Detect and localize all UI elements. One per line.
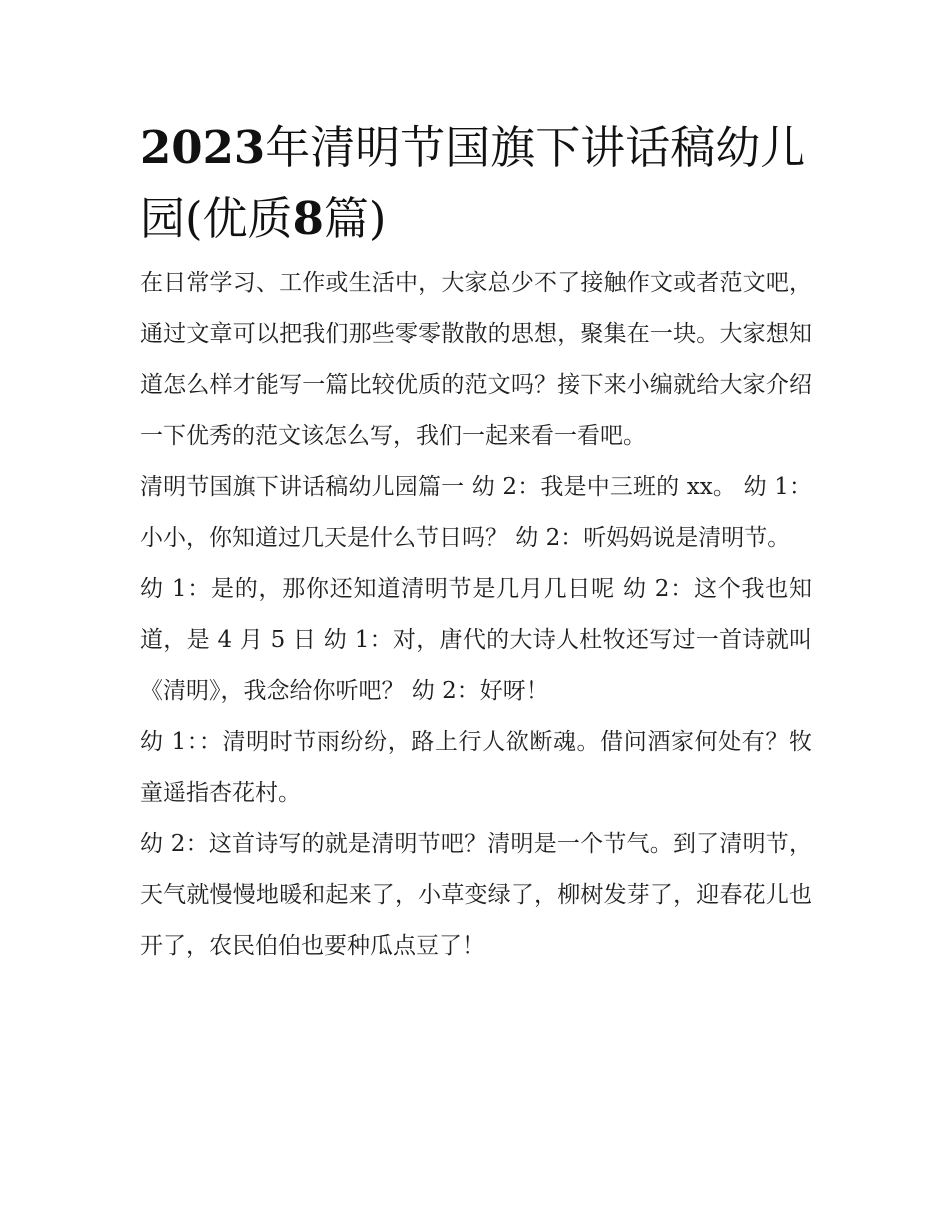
title-suffix: 篇) bbox=[323, 192, 387, 245]
paragraph-poem: 幼 1：：清明时节雨纷纷，路上行人欲断魂。借问酒家何处有？牧童遥指杏花村。 bbox=[140, 729, 812, 806]
document-body bbox=[140, 112, 812, 972]
paragraph-intro: 在日常学习、工作或生活中，大家总少不了接触作文或者范文吧，通过文章可以把我们那些零零散散的思想，聚集在一块。大家想知道怎么样才能写一篇比较优质的范文吗？接下来小编就给大家介绍一下优秀的范文该怎么写，我们一起来看一看吧。 bbox=[140, 270, 812, 449]
paragraph-dialogue-2: 幼 1：是的，那你还知道清明节是几月几日呢 幼 2：这个我也知道，是 4 月 5 日 幼 1：对，唐代的大诗人杜牧还写过一首诗就叫《清明》，我念给你听吧？ 幼 2：好呀！ bbox=[140, 576, 812, 704]
document-title bbox=[140, 112, 812, 254]
title-year: 2023 bbox=[140, 121, 266, 174]
paragraph-dialogue-3: 幼 2：这首诗写的就是清明节吧？清明是一个节气。到了清明节，天气就慢慢地暖和起来了，小草变绿了，柳树发芽了，迎春花儿也开了，农民伯伯也要种瓜点豆了！ bbox=[140, 831, 812, 959]
title-text: 年清明节国旗下讲话稿幼儿园(优质 bbox=[140, 121, 806, 245]
title-count: 8 bbox=[292, 192, 324, 245]
paragraph-dialogue-1: 清明节国旗下讲话稿幼儿园篇一 幼 2：我是中三班的 xx。 幼 1：小小，你知道过几天是什么节日吗？ 幼 2：听妈妈说是清明节。 bbox=[140, 474, 812, 551]
